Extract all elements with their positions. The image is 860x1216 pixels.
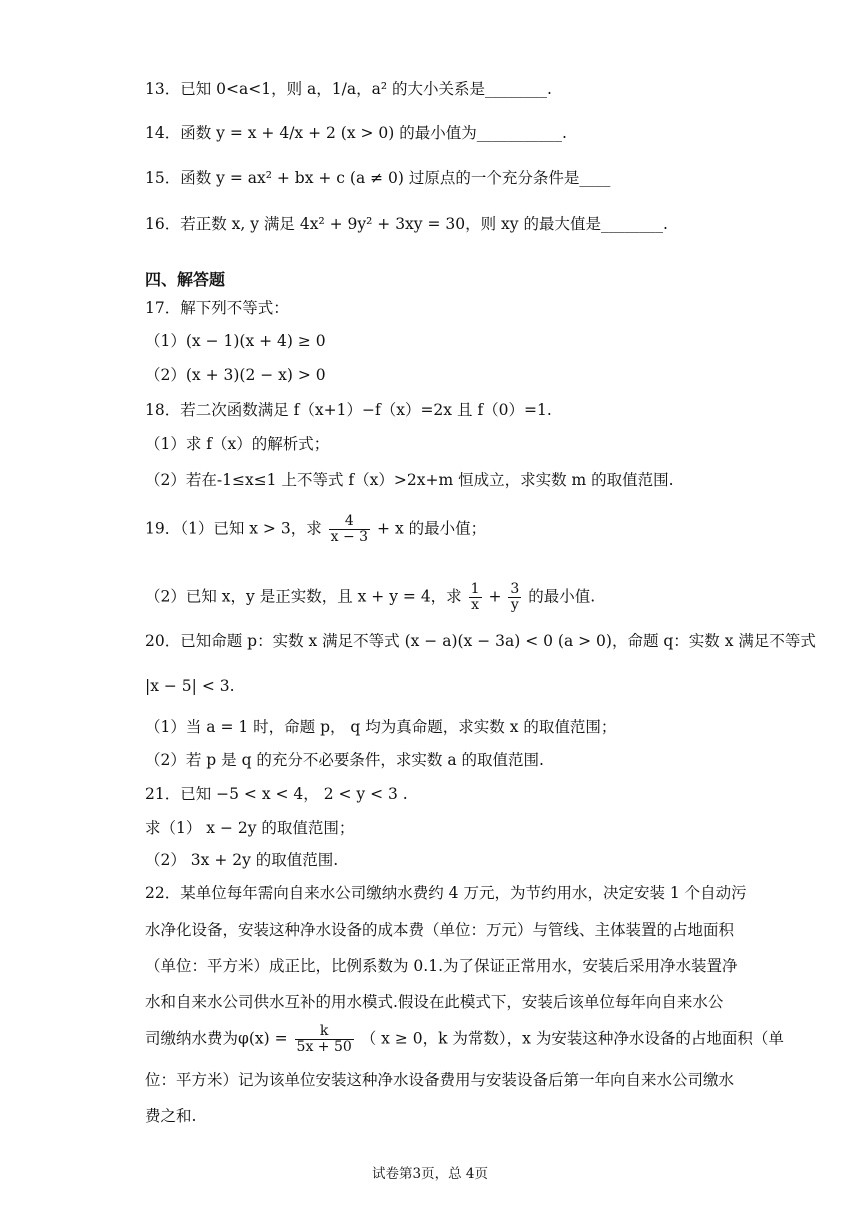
question-22-line-5 xyxy=(145,1024,784,1055)
question-18-part-1: （1）求 f（x）的解析式； xyxy=(145,435,330,453)
page-footer: 试卷第3页，总 4页 xyxy=(372,1166,488,1182)
fraction-3-over-y xyxy=(508,582,521,613)
question-22-line-1: 22．某单位每年需向自来水公司缴纳水费约 4 万元，为节约用水，决定安装 1 个自动污 xyxy=(145,884,747,902)
question-20-continued: |x − 5| < 3. xyxy=(145,677,235,695)
fraction-denominator: x xyxy=(471,597,480,613)
question-19-part-2 xyxy=(145,582,595,613)
q19-1-prefix: 19．（1）已知 x > 3，求 xyxy=(145,519,322,538)
q19-2-prefix: （2）已知 x，y 是正实数，且 x + y = 4，求 xyxy=(145,587,462,606)
question-19-part-1 xyxy=(145,514,486,545)
plus-sign: + xyxy=(488,587,502,606)
question-20: 20．已知命题 p：实数 x 满足不等式 (x − a)(x − 3a) < 0 (a > 0)，命题 q：实数 x 满足不等式 xyxy=(145,632,816,650)
question-21: 21．已知 −5 < x < 4， 2 < y < 3 . xyxy=(145,785,408,803)
fraction-numerator: 3 xyxy=(510,581,520,597)
question-22-line-3: （单位：平方米）成正比，比例系数为 0.1.为了保证正常用水，安装后采用净水装置净 xyxy=(145,957,738,975)
question-20-part-1: （1）当 a = 1 时，命题 p， q 均为真命题，求实数 x 的取值范围； xyxy=(145,718,617,736)
question-18: 18．若二次函数满足 f（x+1）−f（x）=2x 且 f（0）=1. xyxy=(145,401,552,419)
question-22-line-7: 费之和. xyxy=(145,1107,197,1125)
fraction-numerator: 1 xyxy=(470,581,480,597)
q19-1-suffix: + x 的最小值； xyxy=(377,519,487,538)
fraction-4-over-x-minus-3 xyxy=(329,514,370,545)
question-13: 13．已知 0<a<1，则 a，1/a，a² 的大小关系是________. xyxy=(145,80,552,98)
section-heading: 四、解答题 xyxy=(145,270,226,289)
question-17-part-2: （2）(x + 3)(2 − x) > 0 xyxy=(145,366,326,384)
question-22-line-2: 水净化设备，安装这种净水设备的成本费（单位：万元）与管线、主体装置的占地面积 xyxy=(145,921,735,939)
question-17-part-1: （1）(x − 1)(x + 4) ≥ 0 xyxy=(145,332,326,350)
question-20-part-2: （2）若 p 是 q 的充分不必要条件，求实数 a 的取值范围. xyxy=(145,751,544,769)
question-15: 15．函数 y = ax² + bx + c (a ≠ 0) 过原点的一个充分条件是____ xyxy=(145,169,611,187)
q22-l5-prefix: 司缴纳水费为φ(x) = xyxy=(145,1029,288,1048)
fraction-numerator: k xyxy=(295,1024,354,1040)
fraction-denominator: 5x + 50 xyxy=(296,1039,352,1055)
fraction-denominator: y xyxy=(510,597,519,613)
question-18-part-2: （2）若在-1≤x≤1 上不等式 f（x）>2x+m 恒成立，求实数 m 的取值范围. xyxy=(145,471,674,489)
question-21-part-1: 求（1） x − 2y 的取值范围； xyxy=(145,819,355,837)
fraction-numerator: 4 xyxy=(329,514,370,530)
question-21-part-2: （2） 3x + 2y 的取值范围. xyxy=(145,851,339,869)
fraction-denominator: x − 3 xyxy=(330,529,369,545)
question-14: 14．函数 y = x + 4/x + 2 (x > 0) 的最小值为___________. xyxy=(145,124,567,142)
q22-l5-suffix: （ x ≥ 0，k 为常数），x 为安装这种净水设备的占地面积（单 xyxy=(360,1029,784,1048)
question-16: 16．若正数 x, y 满足 4x² + 9y² + 3xy = 30，则 xy 的最大值是________. xyxy=(145,215,668,233)
question-22-line-4: 水和自来水公司供水互补的用水模式.假设在此模式下，安装后该单位每年向自来水公 xyxy=(145,993,724,1011)
question-22-line-6: 位：平方米）记为该单位安装这种净水设备费用与安装设备后第一年向自来水公司缴水 xyxy=(145,1071,735,1089)
fraction-1-over-x xyxy=(469,582,482,613)
q19-2-suffix: 的最小值. xyxy=(528,587,596,606)
fraction-k-over-5x-plus-50 xyxy=(295,1024,354,1055)
question-17: 17．解下列不等式： xyxy=(145,299,289,317)
